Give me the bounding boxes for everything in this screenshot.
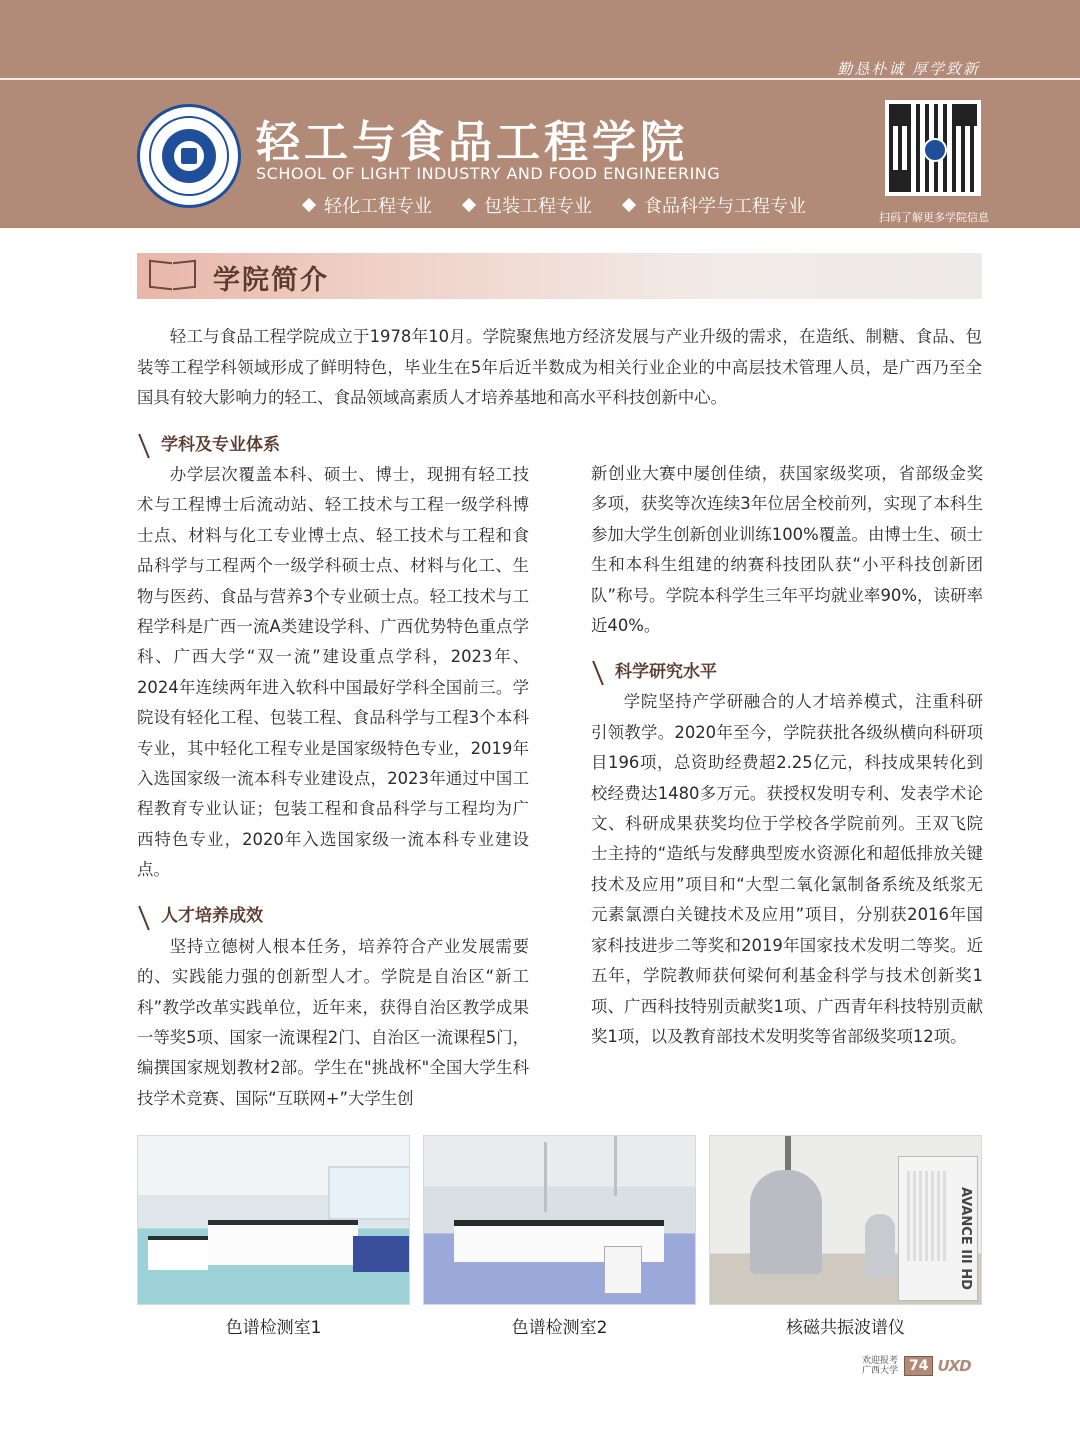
- subheading-research: 科学研究水平: [591, 657, 983, 687]
- majors-list: [302, 192, 806, 218]
- qr-code-icon[interactable]: [885, 100, 981, 196]
- paragraph-research: 学院坚持产学研融合的人才培养模式，注重科研引领教学。2020年至今，学院获批各级纵横向科研项目196项，总资助经费超2.25亿元，科技成果转化到校经费达1480多万元。获授权发明专利、发表学术论文、科研成果获奖均位于学校各学院前列。王双飞院士主持的“造纸与发酵典型废水资源化和超低排放关键技术及应用”项目和“大型二氧化氯制备系统及纸浆无元素氯漂白关键技术及应用”项目，分别获2016年国家科技进步二等奖和2019年国家技术发明二等奖。近五年，学院教师获何梁何利基金科学与技术创新奖1项、广西科技特别贡献奖1项、广西青年科技特别贡献奖1项，以及教育部技术发明奖等省部级奖项12项。: [591, 692, 983, 1046]
- slash-icon: [137, 433, 153, 457]
- photo-chromatography-lab-2: [423, 1135, 696, 1305]
- photo-caption: 色谱检测室1: [225, 1318, 322, 1338]
- photo-caption: 核磁共振波谱仪: [786, 1318, 905, 1338]
- school-logo-icon: [137, 104, 241, 208]
- section-banner: [137, 253, 982, 299]
- diamond-icon: [302, 198, 316, 212]
- slash-icon: [591, 660, 607, 684]
- device-label: AVANCE III HD: [958, 1187, 973, 1290]
- photo-nmr-spectrometer: [709, 1135, 982, 1305]
- section-title: 学院简介: [213, 265, 329, 296]
- photo-caption: 色谱检测室2: [511, 1318, 608, 1338]
- paragraph-talent-continued: 新创业大赛中屡创佳绩，获国家级奖项，省部级金奖多项，获奖等次连续3年位居全校前列，实现了本科生参加大学生创新创业训练100%覆盖。由博士生、硕士生和本科生组建的纳赛科技团队获“小平科技创新团队”称号。学院本科学生三年平均就业率90%，读研率近40%。: [591, 464, 983, 636]
- subheading-discipline: 学科及专业体系: [137, 430, 529, 460]
- header-band: [0, 0, 1080, 228]
- brand-logo: UXD: [937, 1357, 971, 1375]
- major-item: 食品科学与工程专业: [622, 192, 806, 218]
- motto: 勤恳朴诚 厚学致新: [837, 60, 980, 78]
- photo-chromatography-lab-1: [137, 1135, 410, 1305]
- footer: [862, 1356, 971, 1376]
- diamond-icon: [462, 198, 476, 212]
- page-number: 74: [904, 1356, 933, 1376]
- page-title: 轻工与食品工程学院: [256, 117, 688, 168]
- qr-caption: 扫码了解更多学院信息: [879, 211, 989, 224]
- paragraph-discipline: 办学层次覆盖本科、硕士、博士，现拥有轻工技术与工程博士后流动站、轻工技术与工程一级学科博士点、材料与化工专业博士点、轻工技术与工程和食品科学与工程两个一级学科硕士点、材料与化工、生物与医药、食品与营养3个专业硕士点。轻工技术与工程学科是广西一流A类建设学科、广西优势特色重点学科、广西大学“双一流”建设重点学科，2023年、2024年连续两年进入软科中国最好学科全国前三。学院设有轻化工程、包装工程、食品科学与工程3个本科专业，其中轻化工程专业是国家级特色专业，2019年入选国家级一流本科专业建设点，2023年通过中国工程教育专业认证；包装工程和食品科学与工程均为广西特色专业，2020年入选国家级一流本科专业建设点。: [137, 465, 529, 880]
- right-column: [591, 459, 983, 1052]
- footer-text: 欢迎报考 广西大学: [862, 1356, 899, 1376]
- diamond-icon: [622, 198, 636, 212]
- slash-icon: [137, 905, 153, 929]
- page-subtitle-en: SCHOOL OF LIGHT INDUSTRY AND FOOD ENGINEERING: [256, 164, 721, 183]
- left-column: [137, 430, 529, 1114]
- paragraph-talent: 坚持立德树人根本任务，培养符合产业发展需要的、实践能力强的创新型人才。学院是自治区“新工科”教学改革实践单位，近年来，获得自治区教学成果一等奖5项、国家一流课程2门、自治区一流课程5门，编撰国家规划教材2部。学生在"挑战杯"全国大学生科技学术竞赛、国际“互联网+”大学生创: [137, 936, 529, 1108]
- book-icon: [149, 261, 199, 291]
- intro-paragraph: 轻工与食品工程学院成立于1978年10月。学院聚焦地方经济发展与产业升级的需求，在造纸、制糖、食品、包装等工程学科领域形成了鲜明特色，毕业生在5年后近半数成为相关行业企业的中高层技术管理人员，是广西乃至全国具有较大影响力的轻工、食品领域高素质人才培养基地和高水平科技创新中心。: [137, 327, 982, 407]
- major-item: 轻化工程专业: [302, 192, 432, 218]
- major-item: 包装工程专业: [462, 192, 592, 218]
- subheading-talent: 人才培养成效: [137, 902, 529, 932]
